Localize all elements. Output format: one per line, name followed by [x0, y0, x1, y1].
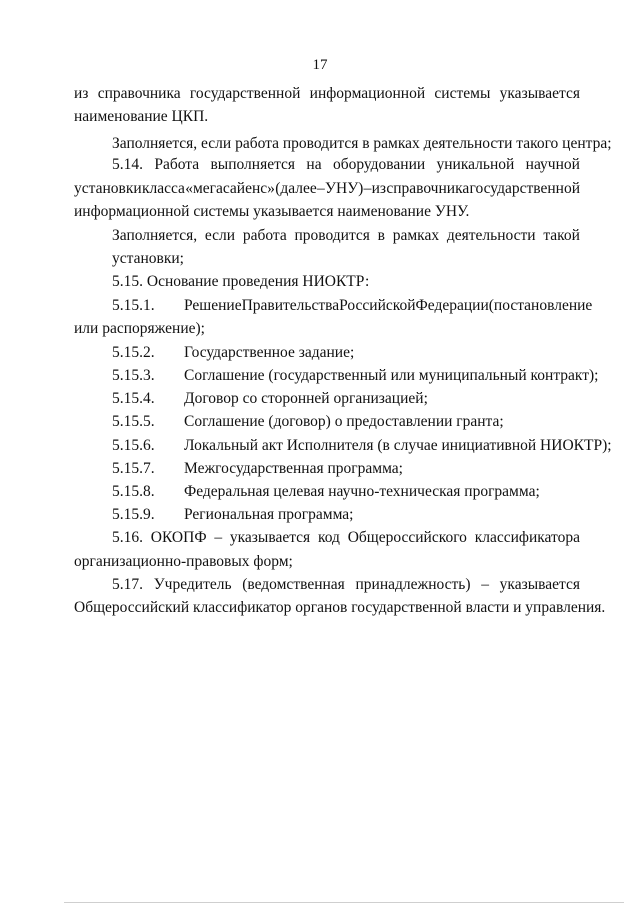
word: (постановление [488, 297, 593, 314]
word: такой [543, 227, 580, 244]
item-text: Федеральная целевая научно-техническая программа; [184, 483, 540, 500]
word: (ведомственная [242, 576, 345, 593]
word: 5.16. [112, 529, 143, 546]
word: 5.17. [112, 576, 143, 593]
word: – [214, 529, 223, 546]
word: Учредитель [153, 576, 232, 593]
paragraph-5-16-line-1 [112, 526, 580, 549]
paragraph-2: Заполняется, если работа проводится в рамках деятельности такого центра; [112, 135, 612, 152]
word: справочника [97, 85, 181, 102]
item-text: Межгосударственная программа; [184, 460, 403, 477]
word: если [204, 227, 236, 244]
paragraph-5-17-line-1 [112, 573, 580, 596]
item-number: 5.15.6. [112, 437, 155, 454]
item-text: Региональная программа; [184, 506, 354, 523]
item-number: 5.15.7. [112, 460, 155, 477]
paragraph-5-14-line-1 [112, 153, 580, 176]
word: научной [525, 156, 580, 173]
word: код [317, 529, 340, 546]
word: Российской [339, 297, 416, 314]
item-5-15-1-line-2: или распоряжение); [74, 320, 205, 337]
word: Общероссийского [347, 529, 467, 546]
item-number: 5.15.4. [112, 390, 155, 407]
item-number-5-15-1: 5.15.1. [112, 297, 155, 314]
item-number: 5.15.3. [112, 367, 155, 384]
item-5-15-1-line-1 [184, 294, 593, 317]
word: (далее [275, 180, 317, 197]
word: проводится [294, 227, 370, 244]
word: работа [242, 227, 287, 244]
word: указывается [499, 576, 580, 593]
paragraph-5-17-line-2: Общероссийский классификатор органов государственной власти и управления. [74, 599, 606, 616]
word: Федерации [415, 297, 489, 314]
word: информационной [309, 85, 426, 102]
word: указывается [229, 529, 311, 546]
word: уникальной [436, 156, 515, 173]
word: указывается [499, 85, 580, 102]
paragraph-5-14-line-3: информационной системы указывается наименование УНУ. [74, 203, 470, 220]
word: рамках [392, 227, 440, 244]
word: Решение [184, 297, 242, 314]
section-5-15-heading: 5.15. Основание проведения НИОКТР: [112, 273, 370, 290]
paragraph-1-line-2: наименование ЦКП. [74, 108, 209, 125]
word: УНУ) [325, 180, 364, 197]
item-number: 5.15.2. [112, 344, 155, 361]
word: государственной [469, 180, 580, 197]
paragraph-5-14-line-2 [74, 177, 580, 200]
word: на [306, 156, 322, 173]
paragraph-5-16-line-2: организационно-правовых форм; [74, 553, 293, 570]
word: из [371, 180, 387, 197]
word: принадлежность) [355, 576, 471, 593]
item-text: Соглашение (договор) о предоставлении гранта; [184, 413, 504, 430]
paragraph-1-line-1 [74, 82, 580, 105]
paragraph-4-line-1 [112, 224, 580, 247]
word: – [317, 180, 325, 197]
item-number: 5.15.8. [112, 483, 155, 500]
word: – [363, 180, 372, 197]
word: «мегасайенс» [185, 180, 275, 197]
item-number: 5.15.9. [112, 506, 155, 523]
page-edge-line [64, 902, 624, 903]
word: деятельности [446, 227, 536, 244]
word: в [377, 227, 385, 244]
item-text: Локальный акт Исполнителя (в случае инициативной НИОКТР); [184, 437, 612, 454]
item-text: Соглашение (государственный или муниципальный контракт); [184, 367, 599, 384]
word: из [74, 85, 89, 102]
word: ОКОПФ [150, 529, 207, 546]
word: Заполняется, [112, 227, 198, 244]
item-text: Договор со сторонней организацией; [184, 390, 428, 407]
word: класса [141, 180, 185, 197]
word: выполняется [210, 156, 296, 173]
word: Правительства [241, 297, 340, 314]
word: классификатора [474, 529, 580, 546]
word: системы [434, 85, 491, 102]
item-text: Государственное задание; [184, 344, 355, 361]
item-number: 5.15.5. [112, 413, 155, 430]
paragraph-4-line-2: установки; [112, 250, 184, 267]
word: оборудовании [332, 156, 426, 173]
word: государственной [189, 85, 301, 102]
word: Работа [154, 156, 200, 173]
page-number: 17 [312, 57, 328, 73]
word: – [481, 576, 489, 593]
word: справочника [386, 180, 470, 197]
word: 5.14. [112, 156, 143, 173]
word: установки [74, 180, 142, 197]
